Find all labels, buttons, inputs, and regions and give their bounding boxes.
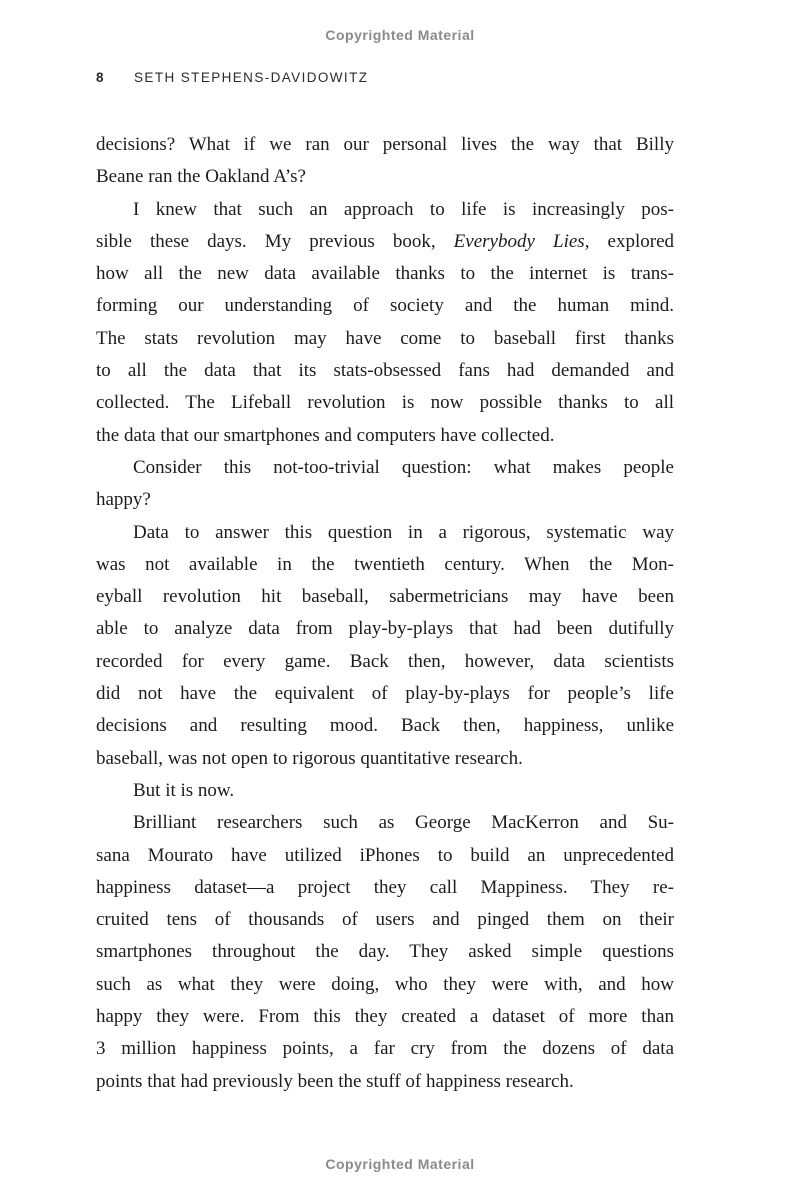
text-line: the data that our smartphones and computers have collected.: [96, 424, 555, 446]
text-line: smartphones throughout the day. They asked simple questions: [96, 941, 674, 963]
text-line: to all the data that its stats-obsessed fans had demanded and: [96, 360, 674, 382]
text-line: cruited tens of thousands of users and pinged them on their: [96, 909, 674, 931]
text-line: I knew that such an approach to life is increasingly pos-: [133, 198, 674, 220]
page-number: 8: [96, 70, 105, 85]
text-line: Brilliant researchers such as George MacKerron and Su-: [133, 812, 674, 834]
text-line: happiness dataset—a project they call Mappiness. They re-: [96, 876, 674, 898]
text-line: baseball, was not open to rigorous quantitative research.: [96, 747, 523, 769]
text-line: collected. The Lifeball revolution is now possible thanks to all: [96, 392, 674, 414]
body-text: [96, 129, 674, 1098]
copyright-notice-top: Copyrighted Material: [325, 27, 475, 43]
text-line: decisions and resulting mood. Back then, happiness, unlike: [96, 715, 674, 737]
text-line: forming our understanding of society and the human mind.: [96, 295, 674, 317]
text-line: was not available in the twentieth century. When the Mon-: [96, 553, 674, 575]
running-head-author: SETH STEPHENS-DAVIDOWITZ: [134, 70, 369, 85]
text-line: The stats revolution may have come to baseball first thanks: [96, 327, 674, 349]
text-line: sana Mourato have utilized iPhones to build an unprecedented: [96, 844, 674, 866]
text-line: happy they were. From this they created a dataset of more than: [96, 1006, 674, 1028]
text-line: able to analyze data from play-by-plays that had been dutifully: [96, 618, 674, 640]
text-line: such as what they were doing, who they were with, and how: [96, 973, 674, 995]
text-line: decisions? What if we ran our personal lives the way that Billy: [96, 134, 674, 155]
text-line: points that had previously been the stuff of happiness research.: [96, 1070, 574, 1092]
text-line: happy?: [96, 489, 151, 511]
text-line: how all the new data available thanks to the internet is trans-: [96, 263, 674, 285]
running-header: [96, 70, 368, 85]
text-line: Beane ran the Oakland A’s?: [96, 166, 306, 188]
text-line: But it is now.: [133, 779, 235, 801]
text-line: Data to answer this question in a rigorous, systematic way: [133, 521, 674, 543]
text-line: Consider this not-too-trivial question: what makes people: [133, 456, 674, 478]
text-line: sible these days. My previous book, Everybody Lies, explored: [96, 230, 675, 252]
copyright-notice-bottom: Copyrighted Material: [325, 1156, 475, 1172]
text-line: 3 million happiness points, a far cry from the dozens of data: [96, 1038, 674, 1060]
text-line: recorded for every game. Back then, however, data scientists: [96, 650, 674, 672]
text-line: eyball revolution hit baseball, sabermetricians may have been: [96, 586, 674, 608]
text-line: did not have the equivalent of play-by-plays for people’s life: [96, 683, 674, 705]
